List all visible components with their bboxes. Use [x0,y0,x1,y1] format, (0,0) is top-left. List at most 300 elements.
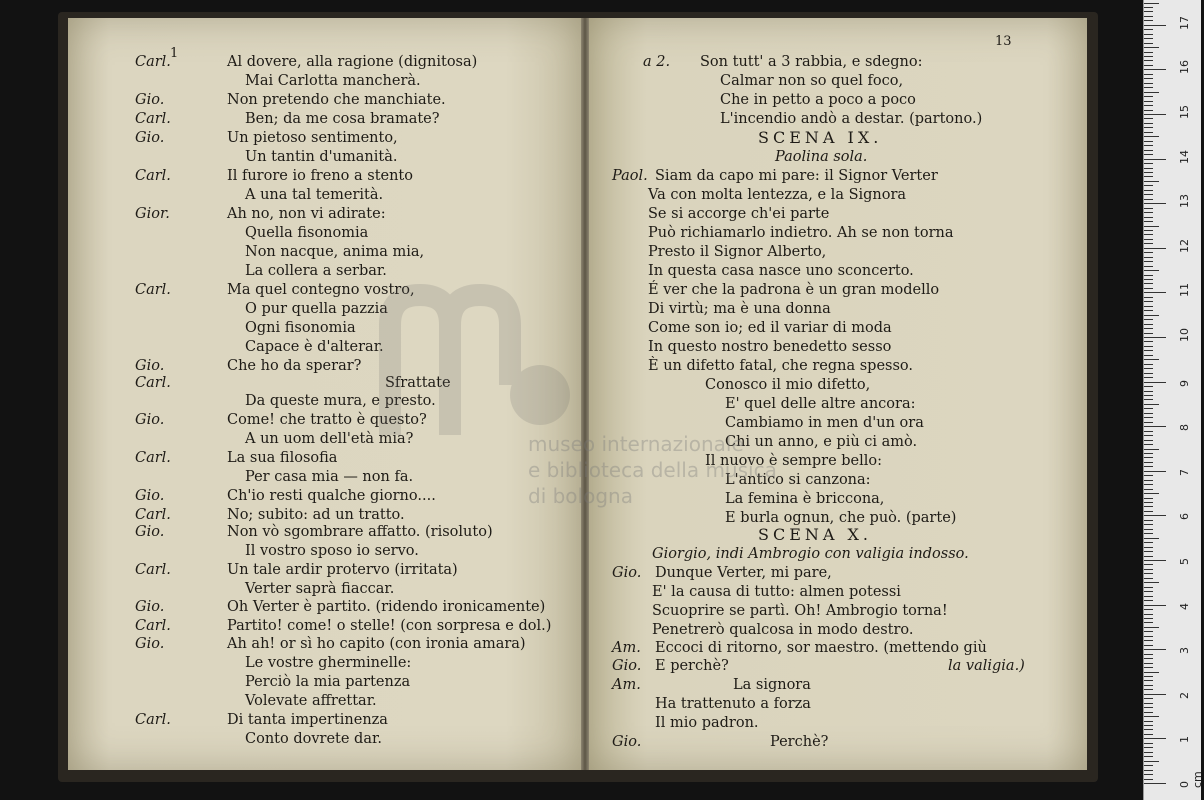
verse-line: la valigia.) [948,658,1025,674]
ruler-tick [1144,364,1153,365]
speaker-label: Carl. [135,111,171,127]
ruler-tick [1144,645,1153,646]
ruler-tick [1144,16,1153,17]
speaker-label: Gio. [135,636,165,652]
ruler-tick [1144,38,1153,39]
ruler-tick [1144,783,1166,784]
ruler-tick [1144,288,1153,289]
ruler-tick [1144,65,1153,66]
ruler-tick [1144,627,1159,628]
verse-line: Ah no, non vi adirate: [227,206,386,222]
verse-line: Da queste mura, e presto. [245,393,436,409]
verse-line: Siam da capo mi pare: il Signor Verter [655,168,938,184]
ruler-tick [1144,74,1153,75]
ruler-tick [1144,123,1153,124]
watermark-line-2: e biblioteca della musica [528,458,777,482]
verse-line: Ma quel contegno vostro, [227,282,415,298]
ruler-tick [1144,498,1153,499]
verse-line: Di virtù; ma è una donna [648,301,831,317]
ruler-tick [1144,25,1166,26]
ruler-tick [1144,689,1153,690]
ruler-tick [1144,234,1153,235]
verse-line: Verter saprà fiaccar. [245,581,395,597]
ruler-tick [1144,560,1166,561]
ruler-tick [1144,502,1153,503]
ruler-label: 15 [1178,105,1191,119]
speaker-label: Gio. [135,488,165,504]
ruler-tick [1144,217,1153,218]
ruler-label: 4 [1178,602,1191,610]
ruler-tick [1144,672,1159,673]
verse-line: La signora [733,677,811,693]
speaker-label: Paol. [612,168,648,184]
verse-line: Partito! come! o stelle! (con sorpresa e dol.) [227,618,552,634]
ruler-tick [1144,761,1159,762]
ruler-tick [1144,56,1153,57]
verse-line: Sfrattate [385,375,451,391]
ruler-tick [1144,779,1153,780]
ruler-tick [1144,770,1153,771]
ruler-tick [1144,449,1159,450]
ruler-tick [1144,292,1166,293]
ruler-tick [1144,556,1153,557]
ruler-tick [1144,346,1153,347]
ruler-tick [1144,600,1153,601]
ruler-tick [1144,391,1153,392]
ruler-tick [1144,471,1166,472]
verse-line: Penetrerò qualcosa in modo destro. [652,622,914,638]
ruler-tick [1144,738,1166,739]
ruler-tick [1144,707,1153,708]
verse-line: In questo nostro benedetto sesso [648,339,892,355]
verse-line: Dunque Verter, mi pare, [655,565,832,581]
ruler-tick [1144,721,1153,722]
verse-line: È un difetto fatal, che regna spesso. [648,358,913,374]
ruler-tick [1144,578,1153,579]
verse-line: Le vostre gherminelle: [245,655,412,671]
ruler-tick [1144,725,1153,726]
ruler-tick [1144,163,1153,164]
ruler-tick [1144,734,1153,735]
verse-line: Come son io; ed il variar di moda [648,320,892,336]
ruler-tick [1144,636,1153,637]
ruler-tick [1144,435,1153,436]
ruler-tick [1144,257,1153,258]
verse-line: A un uom dell'età mia? [245,431,414,447]
verse-line: Giorgio, indi Ambrogio con valigia indosso. [652,546,969,562]
ruler-tick [1144,279,1153,280]
ruler-tick [1144,756,1153,757]
ruler-tick [1144,605,1166,606]
speaker-label: Gio. [612,658,642,674]
ruler-tick [1144,680,1153,681]
verse-line: Conosco il mio difetto, [705,377,871,393]
speaker-label: Carl. [135,375,171,391]
ruler-tick [1144,520,1153,521]
ruler-tick [1144,480,1153,481]
ruler-tick [1144,373,1153,374]
ruler-tick [1144,466,1153,467]
verse-line: Il vostro sposo io servo. [245,543,419,559]
verse-line: Se si accorge ch'ei parte [648,206,830,222]
ruler-label: 8 [1178,424,1191,432]
ruler-tick [1144,752,1153,753]
speaker-label: Carl. [135,54,171,70]
ruler-tick [1144,551,1153,552]
ruler-tick [1144,252,1153,253]
verse-line: Eccoci di ritorno, sor maestro. (mettendo giù [655,640,987,656]
ruler-tick [1144,172,1153,173]
ruler-tick [1144,105,1153,106]
ruler-tick [1144,484,1153,485]
ruler-tick [1144,453,1153,454]
speaker-label: Carl. [135,712,171,728]
ruler-tick [1144,3,1159,4]
ruler-label: 9 [1178,379,1191,387]
verse-line: Un tale ardir protervo (irritata) [227,562,458,578]
verse-line: Ha trattenuto a forza [655,696,811,712]
ruler-tick [1144,729,1153,730]
verse-line: L'incendio andò a destar. (partono.) [720,111,983,127]
ruler-tick [1144,203,1166,204]
ruler-tick [1144,29,1153,30]
verse-line: In questa casa nasce uno sconcerto. [648,263,914,279]
ruler-tick [1144,506,1153,507]
ruler-tick [1144,444,1153,445]
ruler-tick [1144,248,1166,249]
ruler-tick [1144,159,1166,160]
ruler-tick [1144,462,1153,463]
verse-line: Perciò la mia partenza [245,674,411,690]
ruler-tick [1144,185,1153,186]
ruler-tick [1144,703,1153,704]
ruler-label: 7 [1178,468,1191,476]
watermark-line-1: museo internazionale [528,432,744,456]
ruler-tick [1144,243,1153,244]
ruler-tick [1144,127,1153,128]
ruler-tick [1144,297,1153,298]
ruler-tick [1144,301,1153,302]
ruler-tick [1144,547,1153,548]
ruler-tick [1144,199,1153,200]
verse-line: Paolina sola. [775,149,868,165]
ruler-tick [1144,20,1153,21]
speaker-label: a 2. [643,54,671,70]
speaker-label: Am. [612,640,641,656]
ruler-label: 11 [1178,283,1191,298]
ruler-tick [1144,413,1153,414]
ruler-tick [1144,649,1166,650]
ruler-label: 10 [1178,328,1191,342]
ruler-tick [1144,382,1166,383]
ruler-tick [1144,141,1153,142]
ruler-tick [1144,208,1153,209]
verse-line: Chi un anno, e più ci amò. [725,434,918,450]
ruler-tick [1144,266,1153,267]
speaker-label: Gio. [135,130,165,146]
verse-line: Un pietoso sentimento, [227,130,398,146]
ruler-tick [1144,34,1153,35]
verse-line: Che in petto a poco a poco [720,92,916,108]
ruler-tick [1144,145,1153,146]
ruler-label: 17 [1178,15,1191,30]
speaker-label: Gio. [135,92,165,108]
ruler-tick [1144,395,1153,396]
ruler-tick [1144,110,1153,111]
ruler-label: 13 [1178,194,1191,209]
ruler-tick [1144,83,1153,84]
ruler-tick [1144,640,1153,641]
ruler-tick [1144,422,1153,423]
speaker-label: Gio. [135,599,165,615]
ruler-tick [1144,404,1159,405]
verse-line: Non pretendo che manchiate. [227,92,446,108]
verse-line: E' la causa di tutto: almen potessi [652,584,901,600]
verse-line: L'antico si canzona: [725,472,871,488]
ruler-tick [1144,176,1153,177]
ruler-tick [1144,614,1153,615]
ruler-tick [1144,275,1153,276]
verse-line: Scuoprire se partì. Oh! Ambrogio torna! [652,603,948,619]
ruler-tick [1144,190,1153,191]
ruler-tick [1144,154,1153,155]
ruler-tick [1144,337,1166,338]
ruler-tick [1144,747,1153,748]
ruler-tick [1144,150,1153,151]
verse-line: Ogni fisonomia [245,320,356,336]
ruler-tick [1144,168,1153,169]
verse-line: Quella fisonomia [245,225,369,241]
ruler-tick [1144,319,1153,320]
ruler-tick [1144,230,1153,231]
ruler-tick [1144,399,1153,400]
verse-line: A una tal temerità. [245,187,384,203]
ruler-tick [1144,350,1153,351]
ruler-tick [1144,386,1153,387]
verse-line: Il nuovo è sempre bello: [705,453,883,469]
verse-line: Il mio padron. [655,715,759,731]
verse-line: La sua filosofia [227,450,338,466]
verse-line: Oh Verter è partito. (ridendo ironicamente) [227,599,546,615]
measurement-ruler [1143,0,1204,800]
ruler-tick [1144,283,1153,284]
ruler-tick [1144,328,1153,329]
ruler-tick [1144,132,1153,133]
ruler-tick [1144,694,1166,695]
ruler-tick [1144,475,1153,476]
verse-line: Per casa mia — non fa. [245,469,414,485]
ruler-tick [1144,431,1153,432]
speaker-label: Carl. [135,618,171,634]
ruler-tick [1144,698,1153,699]
verse-line: Può richiamarlo indietro. Ah se non torna [648,225,954,241]
ruler-tick [1144,529,1153,530]
verse-line: E' quel delle altre ancora: [725,396,916,412]
speaker-label: Gio. [135,524,165,540]
speaker-label: Gio. [135,412,165,428]
ruler-tick [1144,181,1159,182]
ruler-label: 6 [1178,513,1191,521]
ruler-tick [1144,60,1153,61]
ruler-tick [1144,596,1153,597]
ruler-tick [1144,765,1153,766]
ruler-tick [1144,569,1153,570]
ruler-label: 3 [1178,647,1191,655]
ruler-tick [1144,408,1153,409]
ruler-tick [1144,618,1153,619]
ruler-tick [1144,511,1153,512]
ruler-tick [1144,417,1153,418]
speaker-label: Carl. [135,450,171,466]
ruler-tick [1144,440,1153,441]
watermark-line-3: di bologna [528,484,633,508]
ruler-tick [1144,368,1153,369]
ruler-tick [1144,43,1153,44]
ruler-tick [1144,591,1153,592]
ruler-tick [1144,573,1153,574]
verse-line: Come! che tratto è questo? [227,412,427,428]
ruler-tick [1144,11,1153,12]
ruler-tick [1144,270,1159,271]
verse-line: Che ho da sperar? [227,358,362,374]
verse-line: Ch'io resti qualche giorno.... [227,488,436,504]
ruler-tick [1144,96,1153,97]
ruler-tick [1144,118,1153,119]
watermark-logo-icon [380,285,580,445]
ruler-tick [1144,587,1153,588]
ruler-tick [1144,136,1159,137]
verse-line: Va con molta lentezza, e la Signora [648,187,907,203]
ruler-tick [1144,355,1153,356]
ruler-tick [1144,457,1153,458]
ruler-tick [1144,114,1166,115]
ruler-tick [1144,654,1153,655]
ruler-tick [1144,631,1153,632]
verse-line: E burla ognun, che può. (parte) [725,510,957,526]
speaker-label: Gio. [612,734,642,750]
ruler-tick [1144,538,1159,539]
ruler-tick [1144,564,1153,565]
ruler-tick [1144,533,1153,534]
scene-heading: SCENA IX. [758,128,883,147]
speaker-label: Carl. [135,507,171,523]
ruler-tick [1144,712,1153,713]
ruler-tick [1144,306,1153,307]
ruler-tick [1144,377,1153,378]
verse-line: Mai Carlotta mancherà. [245,73,421,89]
verse-line: Di tanta impertinenza [227,712,388,728]
verse-line: Calmar non so quel foco, [720,73,904,89]
ruler-tick [1144,315,1159,316]
verse-line: O pur quella pazzia [245,301,388,317]
verse-line: Un tantin d'umanità. [245,149,398,165]
ruler-tick [1144,194,1153,195]
verse-line: Non vò sgombrare affatto. (risoluto) [227,524,493,540]
ruler-tick [1144,7,1153,8]
ruler-tick [1144,489,1153,490]
verse-line: Cambiamo in men d'un ora [725,415,924,431]
verse-line: Son tutt' a 3 rabbia, e sdegno: [700,54,923,70]
ruler-tick [1144,658,1153,659]
ruler-label: 14 [1178,149,1191,164]
verse-line: É ver che la padrona è un gran modello [648,282,940,298]
ruler-label: 16 [1178,60,1191,75]
ruler-tick [1144,324,1153,325]
ruler-tick [1144,493,1159,494]
ruler-tick [1144,743,1153,744]
ruler-tick [1144,69,1166,70]
ruler-tick [1144,47,1159,48]
ruler-tick [1144,78,1153,79]
ruler-tick [1144,667,1153,668]
ruler-tick [1144,515,1166,516]
ruler-tick [1144,582,1159,583]
verse-line: Volevate affrettar. [245,693,377,709]
left-page-number: 1 [170,46,179,61]
scene-heading: SCENA X. [758,525,872,544]
ruler-tick [1144,239,1153,240]
book-gutter [581,18,589,770]
ruler-tick [1144,310,1153,311]
verse-line: Capace è d'alterar. [245,339,384,355]
verse-line: Ah ah! or sì ho capito (con ironia amara) [227,636,526,652]
ruler-tick [1144,101,1153,102]
ruler-tick [1144,774,1153,775]
ruler-label: 5 [1178,558,1191,565]
verse-line: La femina è briccona, [725,491,885,507]
ruler-label: 0 cm [1178,771,1204,788]
ruler-tick [1144,92,1159,93]
ruler-label: 1 [1178,736,1191,744]
ruler-tick [1144,212,1153,213]
verse-line: No; subito: ad un tratto. [227,507,405,523]
ruler-tick [1144,341,1153,342]
ruler-tick [1144,226,1159,227]
ruler-tick [1144,221,1153,222]
ruler-tick [1144,622,1153,623]
ruler-tick [1144,52,1153,53]
speaker-label: Carl. [135,562,171,578]
ruler-tick [1144,663,1153,664]
ruler-label: 12 [1178,238,1191,253]
ruler-tick [1144,685,1153,686]
ruler-tick [1144,524,1153,525]
ruler-label: 2 [1178,691,1191,699]
verse-line: Il furore io freno a stento [227,168,413,184]
ruler-tick [1144,676,1153,677]
verse-line: E perchè? [655,658,729,674]
ruler-tick [1144,716,1159,717]
verse-line: Conto dovrete dar. [245,731,382,747]
ruler-tick [1144,359,1159,360]
ruler-tick [1144,333,1153,334]
ruler-tick [1144,609,1153,610]
speaker-label: Carl. [135,168,171,184]
verse-line: Presto il Signor Alberto, [648,244,827,260]
speaker-label: Am. [612,677,641,693]
speaker-label: Gio. [135,358,165,374]
verse-line: Non nacque, anima mia, [245,244,425,260]
verse-line: Perchè? [770,734,829,750]
verse-line: La collera a serbar. [245,263,387,279]
speaker-label: Carl. [135,282,171,298]
ruler-tick [1144,542,1153,543]
speaker-label: Gio. [612,565,642,581]
verse-line: Ben; da me cosa bramate? [245,111,440,127]
ruler-tick [1144,261,1153,262]
right-page-number: 13 [995,34,1012,49]
verse-line: Al dovere, alla ragione (dignitosa) [227,54,478,70]
